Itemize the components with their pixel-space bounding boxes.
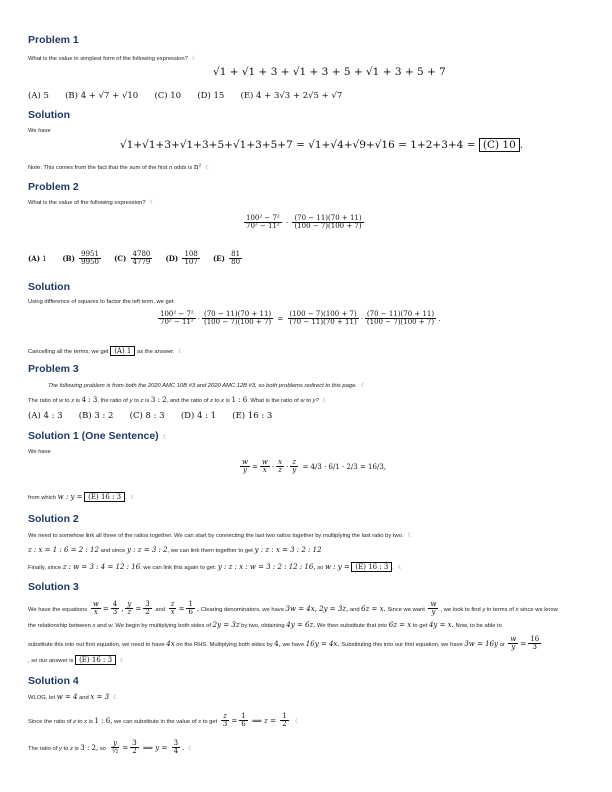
solution-2-heading: Solution 2 (28, 513, 79, 525)
edit-icon[interactable]: ☾ (130, 494, 137, 501)
choice-c: (C) 8 : 3 (129, 411, 165, 421)
answer-box: (E) 16 : 3 (75, 655, 116, 665)
edit-icon[interactable]: ☾ (360, 382, 367, 389)
choice-b: (B) 3 : 2 (78, 411, 114, 421)
edit-icon[interactable]: ☾ (407, 532, 413, 539)
choice-a: (A) 4 : 3 (28, 411, 63, 421)
choice-a: (A) 1 (28, 253, 47, 263)
edit-icon[interactable]: ☾ (162, 434, 169, 441)
problem-1-heading: Problem 1 (28, 34, 79, 46)
problem-2-heading: Problem 2 (28, 181, 79, 193)
solution-3-result: , so our answer is (E) 16 : 3 ☾ (28, 656, 126, 664)
solution-3-line-1: We have the equations $\frac{w}{x}$ = $\frac{4}{3}$ , $\frac{y}{z}$ = $\frac{3}{2}$ and $\frac{z}{x}$ = $\frac{1}{6}$ . Clearing denominators, we have 3w = 4x, 2y = 3z, and 6z = x. Since we want $\frac{w}{y}$ , we look to find y in terms of x since we know (28, 600, 558, 617)
solution-4-heading: Solution 4 (28, 675, 79, 687)
edit-icon[interactable]: ☾ (113, 694, 119, 701)
solution-1-expression: $\frac{w}{y}$ = $\frac{w}{x}$ · $\frac{x}{z}$ · $\frac{z}{y}$ = 4/3 · 6/1 · 2/3 = 16/3, (242, 458, 386, 475)
solution-4-line-1: WLOG, let w = 4 and x = 3 ☾ (28, 693, 119, 701)
solution-1-result: from which w : y = (E) 16 : 3 . ☾ (28, 493, 137, 501)
problem-2-cancel: Cancelling all the terms, we get (A) 1 as the answer. ☾ (28, 347, 184, 355)
we-have-text: We have (28, 128, 51, 134)
edit-icon[interactable]: ☾ (191, 55, 198, 62)
answer-box: (E) 16 : 3 (351, 562, 392, 572)
solution-1-we-have: We have (28, 449, 51, 455)
edit-icon[interactable]: ☾ (188, 744, 194, 752)
edit-icon[interactable]: ☾ (322, 397, 329, 404)
problem-1-question: What is the value in simplest form of the following expression? ☾ (28, 55, 198, 62)
problem-2-solution-expression: $\frac{\text{100² − 7²}}{\text{70² − 11²}}$ · $\frac{(70 - 11)(70 + 11)}{(100 - 7)(100 + 7)}$ = $\frac{(100 - 7)(100 + 7)}{(70 - 11)(70 + 11)}$ · $\frac{(70 - 11)(70 + 11)}{(100 - 7)(100 + 7)}$ . (160, 310, 441, 327)
problem-1-note: Note: This comes from the fact that the sum of the first n odds is n² ☾ (28, 163, 211, 171)
problem-1-expression: √1 + √1 + 3 + √1 + 3 + 5 + √1 + 3 + 5 + 7 (213, 66, 446, 78)
choice-c: (C) $\frac{4780}{4779}$ (114, 250, 151, 267)
problem-2-solution-text: Using difference of squares to factor the left term, we get (28, 299, 174, 305)
problem-3-choices (28, 411, 272, 421)
choice-e: (E) 16 : 3 (232, 411, 273, 421)
choice-d: (D) 4 : 1 (180, 411, 217, 421)
edit-icon[interactable]: ☾ (178, 348, 184, 355)
solution-2-line-3: Finally, since z : w = 3 : 4 = 12 : 16, we can link this again to get: y : z : x : w = 3 : 2 : 12 : 16, so w : y = (E) 16 : 3 . ☾ (28, 563, 404, 571)
solution-1-heading: Solution 1 (One Sentence) ☾ (28, 430, 169, 442)
problem-1-solution-heading: Solution (28, 109, 70, 121)
solution-3-heading: Solution 3 (28, 581, 79, 593)
problem-2-solution-heading: Solution (28, 281, 70, 293)
problem-3-heading: Problem 3 (28, 363, 79, 375)
choice-c: (C) 10 (154, 91, 182, 101)
edit-icon[interactable]: ☾ (149, 199, 156, 206)
edit-icon[interactable]: ☾ (294, 717, 301, 725)
choice-a: (A) 5 (28, 91, 49, 101)
choice-d: (D) $\frac{108}{107}$ (165, 250, 198, 267)
edit-icon[interactable]: ☾ (205, 164, 211, 171)
answer-box: (E) 16 : 3 (84, 492, 125, 502)
edit-icon[interactable]: ☾ (398, 564, 404, 571)
choice-e: (E) 4 + 3√3 + 2√5 + √7 (240, 91, 343, 101)
choice-e: (E) $\frac{81}{80}$ (212, 250, 241, 267)
edit-icon[interactable]: ☾ (120, 657, 126, 664)
solution-3-line-3: substitute this into out first equation, we need to have 4x on the RHS. Multiplying both sides by 4, we have 16y = 4x. Substituting this into our first equation, we have 3w = 16y or $\frac{w}{y}$ = $\frac{16}{3}$ (28, 635, 540, 652)
problem-1-solution-expression: √1+√1+3+√1+3+5+√1+3+5+7 = √1+√4+√9+√16 = 1+2+3+4 = (C) 10 . (120, 139, 524, 151)
problem-3-question: The ratio of w to x is 4 : 3, the ratio of y to z is 3 : 2, and the ratio of z to x is 1 : 6. What is the ratio of w to y? ☾ (28, 396, 329, 404)
problem-2-question: What is the value of the following expression? ☾ (28, 199, 156, 206)
problem-2-choices (28, 251, 244, 267)
solution-2-line-1: We need to somehow link all three of the ratios together. We can start by connecting the last two ratios together by multiplying the last ratio by two. ☾ (28, 532, 413, 539)
solution-4-line-3: The ratio of y to z is 3 : 2, so $\frac{y}{\text{½}}$ = $\frac{3}{2}$ ⟹ y = $\frac{3}{4}$ . ☾ (28, 739, 194, 756)
problem-2-expression: $\frac{\text{100² − 7²}}{\text{70² − 11²}}$ · $\frac{(70 - 11)(70 + 11)}{(100 - 7)(100 + 7)}$ (246, 214, 362, 231)
problem-3-note: The following problem is from both the 2020 AMC 10B #3 and 2020 AMC 12B #3, so both problems redirect to this page. ☾ (48, 382, 367, 389)
choice-b: (B) 4 + √7 + √10 (65, 91, 139, 101)
answer-box: (C) 10 (479, 138, 520, 152)
solution-4-line-2: Since the ratio of z to x is 1 : 6, we can substitute in the value of x to get $\frac{z}{3}$ = $\frac{1}{6}$ ⟹ z = $\frac{1}{2}$ ☾ (28, 712, 301, 729)
solution-3-line-2: the relationship between x and w. We begin by multiplying both sides of 2y = 3z by two, obtaining 4y = 6z. We then substitute that into 6z = x to get 4y = x. Now, to be able to (28, 621, 502, 629)
choice-d: (D) 15 (197, 91, 225, 101)
choice-b: (B) $\frac{9951}{9950}$ (62, 250, 99, 267)
problem-1-choices (28, 91, 342, 101)
answer-box: (A) 1 (110, 346, 135, 356)
solution-2-line-2: z : x = 1 : 6 = 2 : 12 and since y : z = 3 : 2, we can link them together to get y : z : x = 3 : 2 : 12 (28, 546, 322, 554)
